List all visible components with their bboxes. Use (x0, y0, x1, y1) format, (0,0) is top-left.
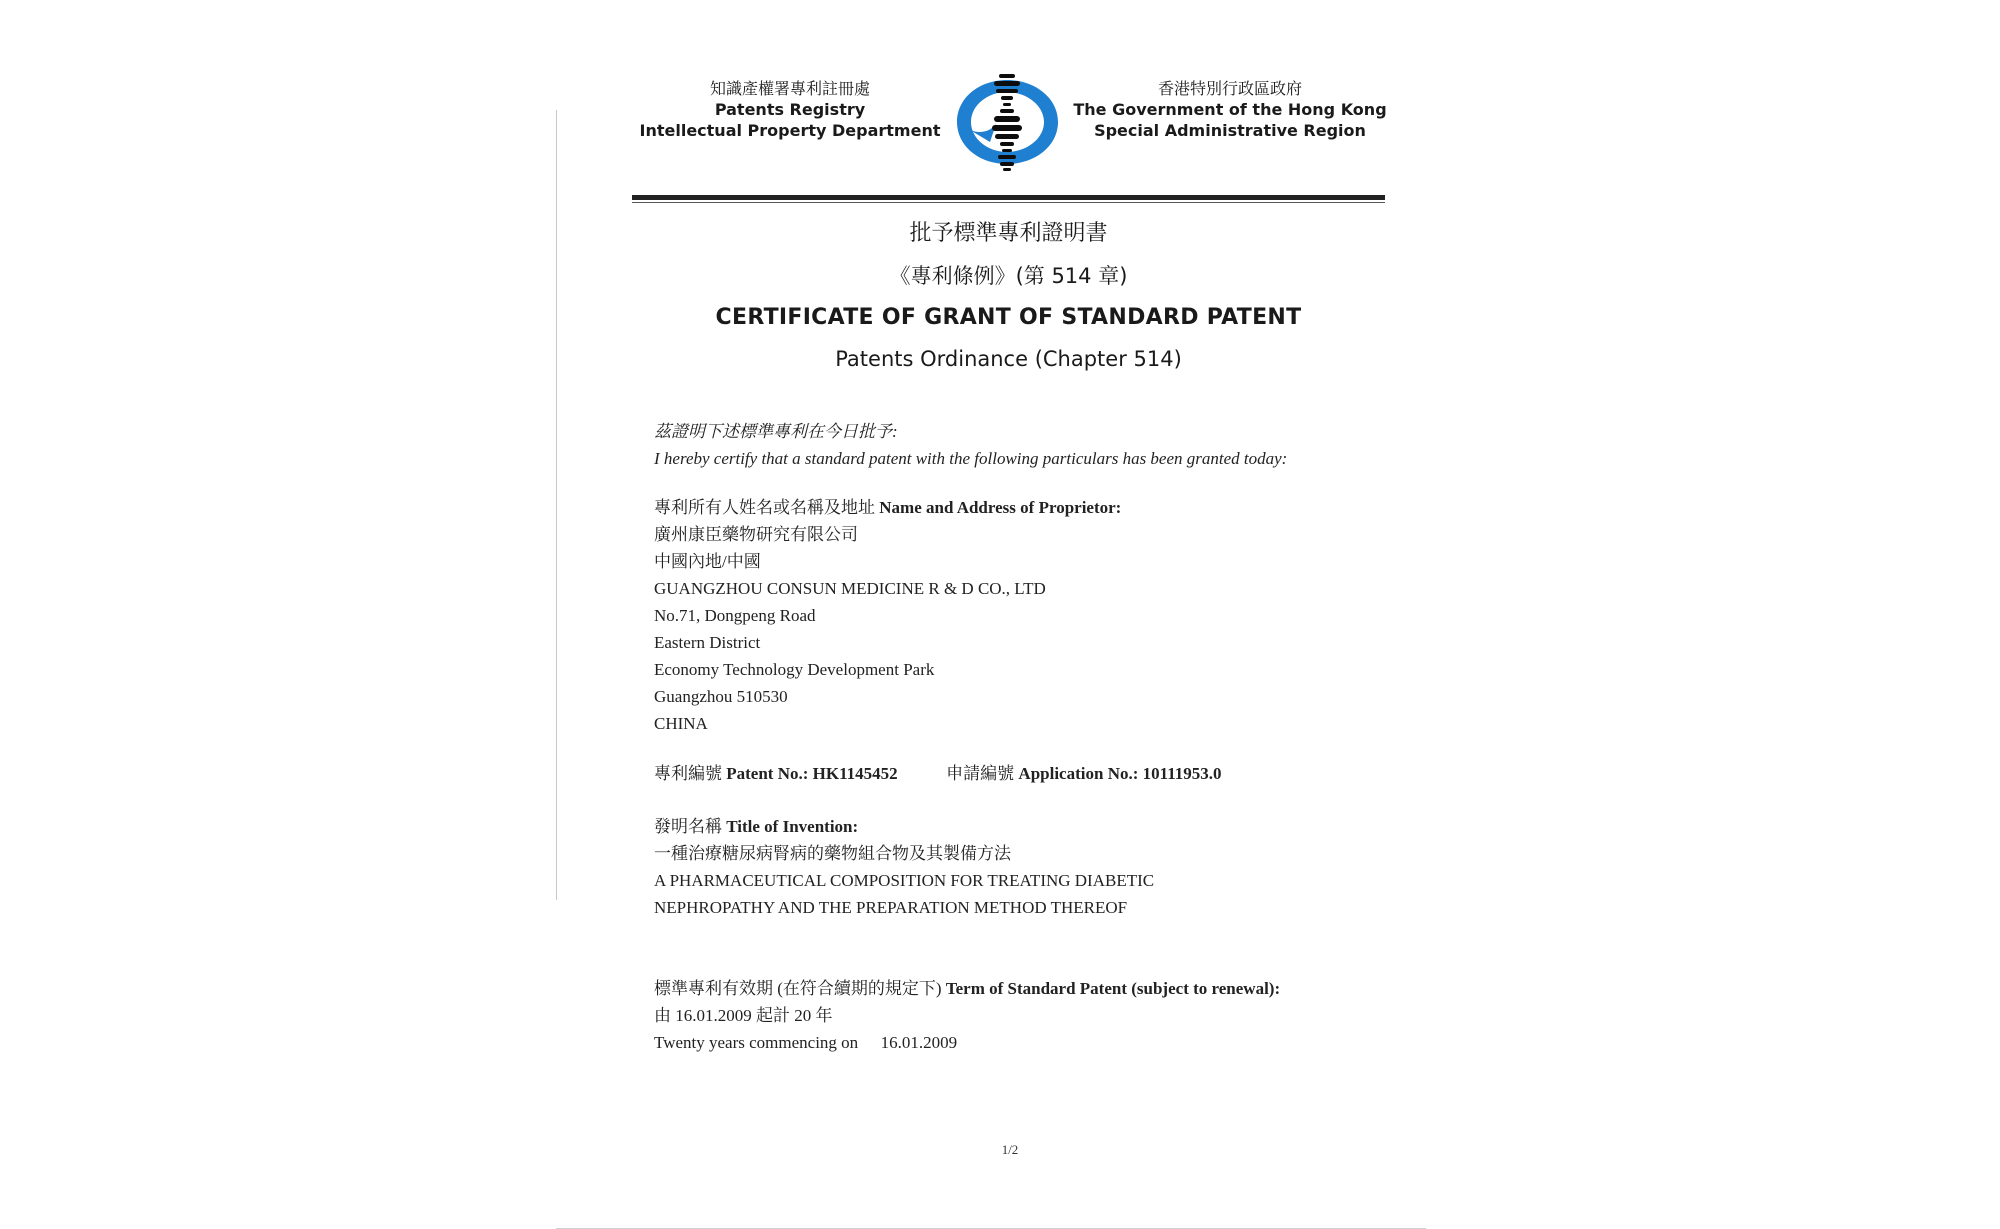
invention-title-en-1: A PHARMACEUTICAL COMPOSITION FOR TREATING DIABETIC (654, 871, 1155, 890)
term-section (654, 975, 1394, 1056)
ordinance-zh: 《專利條例》(第 514 章) (889, 264, 1128, 288)
patent-no-label-en: Patent No.: (726, 764, 809, 783)
proprietor-section (654, 494, 1394, 737)
certificate-title-zh: 批予標準專利證明書 (909, 221, 1108, 246)
numbers-row (654, 760, 1394, 787)
ipd-emblem-logo (950, 72, 1065, 172)
proprietor-label-en: Name and Address of Proprietor: (879, 498, 1122, 517)
proprietor-line: GUANGZHOU CONSUN MEDICINE R & D CO., LTD (654, 579, 1046, 598)
certify-zh: 茲證明下述標準專利在今日批予: (654, 422, 898, 441)
term-en (654, 1029, 1394, 1056)
department-name-en: Intellectual Property Department (639, 121, 941, 140)
invention-label-zh: 發明名稱 (654, 817, 722, 836)
registry-name-en: Patents Registry (714, 100, 866, 119)
patent-no-label-zh: 專利編號 (654, 764, 722, 783)
patent-no-value: HK1145452 (812, 764, 898, 783)
proprietor-line: 廣州康臣藥物研究有限公司 (654, 525, 858, 544)
registry-name-zh: 知識產權署專利註冊處 (709, 79, 870, 98)
government-name-en-1: The Government of the Hong Kong (1073, 100, 1387, 119)
certificate-title-en: CERTIFICATE OF GRANT OF STANDARD PATENT (715, 305, 1302, 330)
numbers-line (654, 760, 1394, 787)
proprietor-label (654, 494, 1394, 521)
government-name-zh: 香港特別行政區政府 (1157, 79, 1302, 98)
term-en-prefix: Twenty years commencing on (654, 1033, 859, 1052)
proprietor-label-zh: 專利所有人姓名或名稱及地址 (654, 498, 875, 517)
application-no-label-zh: 申請編號 (946, 764, 1015, 783)
term-en-date: 16.01.2009 (880, 1033, 958, 1052)
proprietor-line: Eastern District (654, 633, 761, 652)
application-no-label-en: Application No.: (1018, 764, 1139, 783)
application-no-value: 10111953.0 (1142, 764, 1222, 783)
header-rule-thick (632, 195, 1385, 200)
header-rule-thin (632, 202, 1385, 203)
proprietor-line: No.71, Dongpeng Road (654, 606, 816, 625)
term-label (654, 975, 1394, 1002)
certify-statement (654, 418, 1394, 472)
term-zh: 由 16.01.2009 起計 20 年 (654, 1006, 833, 1025)
invention-section (654, 813, 1394, 921)
invention-label-en: Title of Invention: (726, 817, 859, 836)
ordinance-en: Patents Ordinance (Chapter 514) (835, 347, 1182, 371)
proprietor-line: 中國內地/中國 (654, 552, 761, 571)
header-left-block (630, 78, 950, 141)
scan-edge-left (556, 110, 557, 900)
invention-label (654, 813, 1394, 840)
invention-title-en-2: NEPHROPATHY AND THE PREPARATION METHOD THEREOF (654, 898, 1128, 917)
term-label-en: Term of Standard Patent (subject to renewal): (945, 979, 1281, 998)
government-name-en-2: Special Administrative Region (1094, 121, 1366, 140)
proprietor-line: Economy Technology Development Park (654, 660, 935, 679)
proprietor-line: Guangzhou 510530 (654, 687, 788, 706)
header-right-block (1070, 78, 1390, 141)
certify-en: I hereby certify that a standard patent with the following particulars has been granted today: (654, 449, 1288, 468)
page-number: 1/2 (1001, 1142, 1019, 1157)
proprietor-line: CHINA (654, 714, 708, 733)
invention-title-zh: 一種治療糖尿病腎病的藥物組合物及其製備方法 (654, 844, 1011, 863)
term-label-zh: 標準專利有效期 (在符合續期的規定下) (654, 979, 942, 998)
